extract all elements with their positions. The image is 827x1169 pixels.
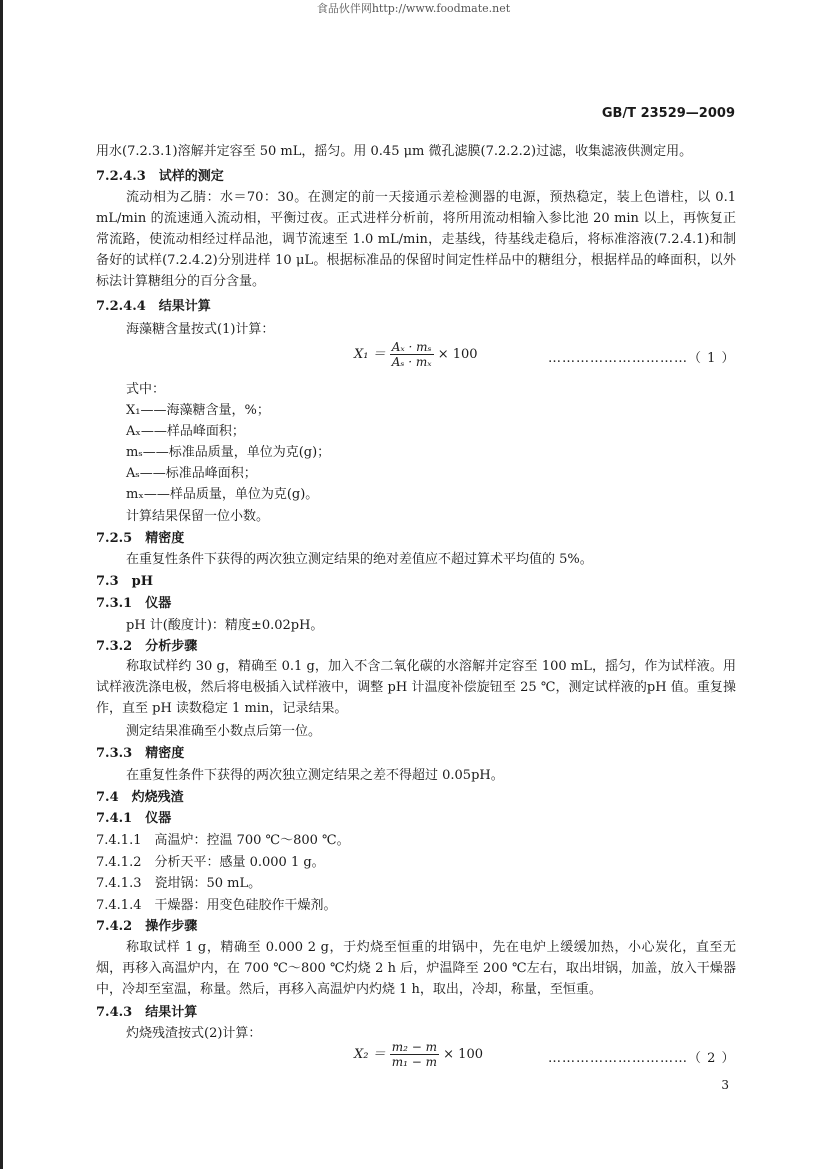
- section-heading-731: 7.3.1 仪器: [96, 596, 172, 611]
- paragraph-743: 灼烧残渣按式(2)计算：: [126, 1026, 262, 1041]
- watermark: 食品伙伴网http://www.foodmate.net: [316, 2, 511, 15]
- variable-def: mₛ——标准品质量，单位为克(g)；: [126, 445, 331, 460]
- formula-1-lhs: X₁ ＝: [354, 347, 386, 362]
- paragraph-7243: 流动相为乙腈：水＝70：30。在测定的前一天接通示差检测器的电源，预热稳定，装上色谱柱，以 0.1 mL/min 的流速通入流动相，平衡过夜。正式进样分析前，将所用流动相输入参比池 20 min 以上，再恢复正常流路，使流动相经过样品池，调节流速至 1.0 mL/min，走基线，待基线走稳后，将标准溶液(7.2.4.1)和制备好的试样(7.2.4.2)分别进样 10 μL。根据标准品的保留时间定性样品中的糖组分，根据样品的峰面积，以外标法计算糖组分的百分含量。: [96, 190, 736, 289]
- formula-2-rhs: × 100: [443, 1047, 483, 1062]
- section-heading-7244: 7.2.4.4 结果计算: [96, 299, 211, 314]
- paragraph-733: 在重复性条件下获得的两次独立测定结果之差不得超过 0.05pH。: [126, 768, 504, 783]
- note: 计算结果保留一位小数。: [126, 509, 270, 524]
- list-item: 7.4.1.2 分析天平：感量 0.000 1 g。: [96, 855, 325, 870]
- paragraph-7244: 海藻糖含量按式(1)计算：: [126, 322, 275, 337]
- formula-2: [354, 1040, 483, 1069]
- paragraph-731: pH 计(酸度计)：精度±0.02pH。: [126, 618, 324, 633]
- section-heading-7243: 7.2.4.3 试样的测定: [96, 169, 224, 184]
- section-heading-74: 7.4 灼烧残渣: [96, 790, 184, 805]
- list-item: 7.4.1.3 瓷坩锅：50 mL。: [96, 876, 262, 891]
- variable-def: mₓ——样品质量，单位为克(g)。: [126, 487, 319, 502]
- formula-1-denominator: Aₛ · mₓ: [391, 355, 432, 369]
- page-number: 3: [721, 1078, 729, 1092]
- formula-1-rhs: × 100: [437, 347, 478, 362]
- formula-1: [354, 340, 478, 369]
- paragraph-725: 在重复性条件下获得的两次独立测定结果的绝对差值应不超过算术平均值的 5%。: [126, 552, 593, 567]
- formula-2-tag: …………………………（ 2 ）: [548, 1051, 736, 1066]
- section-heading-742: 7.4.2 操作步骤: [96, 919, 198, 934]
- paragraph-732-note: 测定结果准确至小数点后第一位。: [126, 724, 322, 739]
- variable-def: Aₛ——标准品峰面积；: [126, 466, 257, 481]
- variable-def: Aₓ——样品峰面积；: [126, 424, 245, 439]
- section-heading-733: 7.3.3 精密度: [96, 746, 185, 761]
- where-label: 式中：: [126, 382, 166, 397]
- scan-edge: [0, 0, 3, 1169]
- section-heading-743: 7.4.3 结果计算: [96, 1005, 198, 1020]
- section-heading-741: 7.4.1 仪器: [96, 811, 172, 826]
- formula-2-numerator: m₂ − m: [391, 1040, 438, 1054]
- list-item: 7.4.1.1 高温炉：控温 700 ℃～800 ℃。: [96, 833, 350, 848]
- section-heading-73: 7.3 pH: [96, 574, 153, 589]
- formula-1-tag: …………………………（ 1 ）: [548, 351, 736, 366]
- standard-id: GB/T 23529—2009: [601, 106, 735, 121]
- section-heading-732: 7.3.2 分析步骤: [96, 639, 198, 654]
- list-item: 7.4.1.4 干燥器：用变色硅胶作干燥剂。: [96, 898, 337, 913]
- formula-2-lhs: X₂ ＝: [354, 1047, 386, 1062]
- variable-def: X₁——海藻糖含量，%；: [126, 403, 270, 418]
- formula-1-numerator: Aₓ · mₛ: [391, 340, 432, 354]
- paragraph-732: 称取试样约 30 g，精确至 0.1 g，加入不含二氧化碳的水溶解并定容至 100 mL，摇匀，作为试样液。用试样液洗涤电极，然后将电极插入试样液中，调整 pH 计温度补偿旋钮至 25 ℃，测定试样液的pH 值。重复操作，直至 pH 读数稳定 1 min，记录结果。: [96, 659, 736, 716]
- formula-2-denominator: m₁ − m: [391, 1055, 438, 1069]
- paragraph-742: 称取试样 1 g，精确至 0.000 2 g，于灼烧至恒重的坩锅中，先在电炉上缓缓加热，小心炭化，直至无烟，再移入高温炉内，在 700 ℃～800 ℃灼烧 2 h 后，炉温降至 200 ℃左右，取出坩锅，加盖，放入干燥器中，冷却至室温，称量。然后，再移入高温炉内灼烧 1 h，取出，冷却，称量，至恒重。: [96, 940, 736, 997]
- section-heading-725: 7.2.5 精密度: [96, 531, 185, 546]
- formula-1-fraction: [390, 340, 434, 369]
- formula-2-fraction: [390, 1040, 439, 1069]
- paragraph: 用水(7.2.3.1)溶解并定容至 50 mL，摇匀。用 0.45 μm 微孔滤膜(7.2.2.2)过滤，收集滤液供测定用。: [96, 144, 693, 159]
